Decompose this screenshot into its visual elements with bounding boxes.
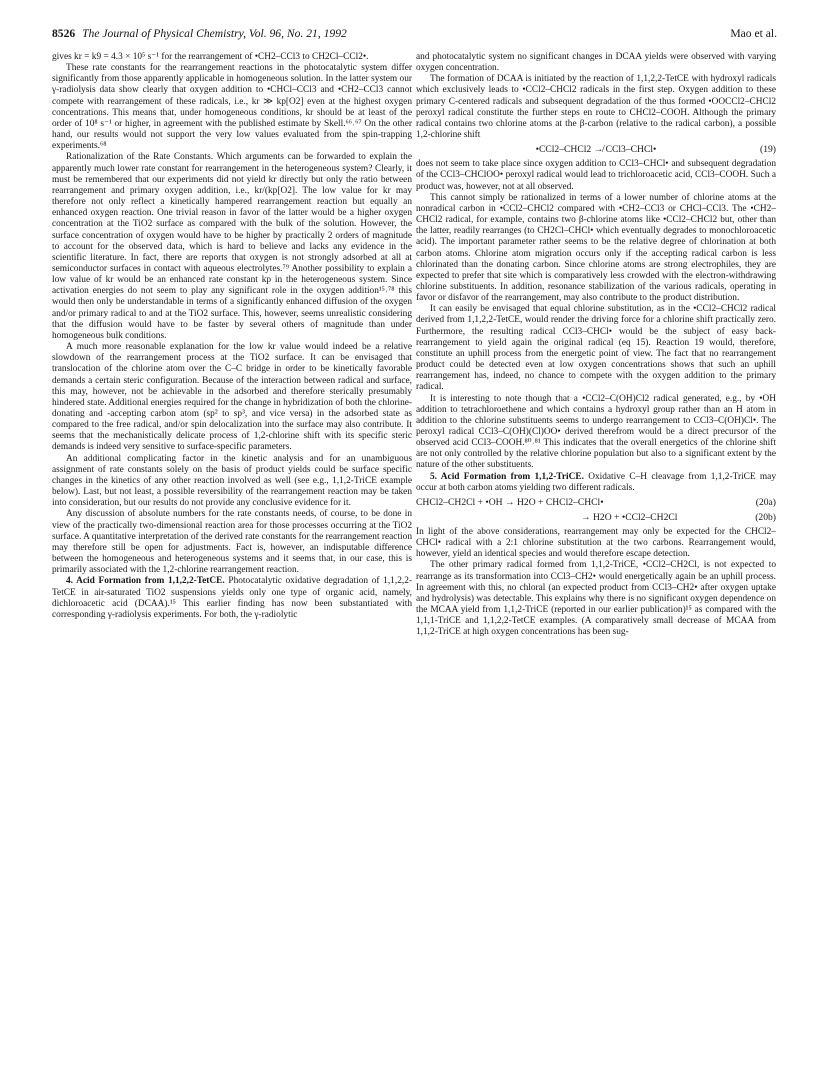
header-left <box>52 27 351 40</box>
paragraph: These rate constants for the rearrangement reactions in the photocatalytic system differ significantly from those apparently applicable in homogeneous solution. In the latter system our γ-radiolysis data show clearly that oxygen addition to •CHCl–CCl3 and •CH2–CCl3 cannot compete with rearrangement of these radicals, i.e., kr ≫ kp[O2] even at the highest oxygen concentrations. This means that, under homogeneous conditions, kr should be at least of the order of 10⁸ s⁻¹ or higher, in agreement with the published estimate by Skell.⁶⁶˒⁶⁷ On the other hand, our results would not support the very low values evaluated from the spin-trapping experiments.⁶⁸ <box>52 63 412 152</box>
section-heading: 4. Acid Formation from 1,1,2,2-TetCE. <box>66 576 225 587</box>
right-column <box>416 52 776 639</box>
paragraph: and photocatalytic system no significant changes in DCAA yields were observed with varying oxygen concentration. <box>416 52 776 74</box>
paragraph: The formation of DCAA is initiated by the reaction of 1,1,2,2-TetCE with hydroxyl radicals which exclusively leads to •CCl2–CHCl2 radicals in the first step. Oxygen addition to these primary C-centered radicals and subsequent degradation of the thus formed •OOCCl2–CHCl2 peroxyl radical constitute the further steps en route to CHCl2–COOH. Although the primary radical contains two chlorine atoms at the β-carbon (relative to the radical carbon), a possible 1,2-chlorine shift <box>416 74 776 141</box>
equation-number: (19) <box>760 144 776 156</box>
section-text: Photocatalytic oxidative degradation of 1,1,2,2-TetCE in air-saturated TiO2 suspensions yields only one type of organic acid, namely, dichloroacetic acid (DCAA).¹⁵ This earlier finding has now been substantiated with corresponding γ-radiolysis experiments. For both, the γ-radiolytic <box>52 576 412 620</box>
paragraph: An additional complicating factor in the kinetic analysis and for an unambiguous assignment of rate constants solely on the basis of product yields could be surface specific changes in the kinetics of any other reaction involved as well (see e.g., 1,1,2-TriCE example below). Last, but not least, a possible reversibility of the rearrangement reaction may be taken into consideration, but our results do not provide any conclusive evidence for it. <box>52 453 412 509</box>
section-paragraph <box>416 472 776 494</box>
left-column <box>52 52 412 621</box>
paragraph: Rationalization of the Rate Constants. Which arguments can be forwarded to explain the apparently much lower rate constant for rearrangement in the heterogeneous system? Clearly, it must be remembered that our experiments did not yield kr directly but only the ratio between rearrangement and primary oxygen addition, i.e., kr/(kp[O2]. The low value for kr may therefore not only reflect a kinetically hampered rearrangement reaction but equally an enhanced oxygen reaction. One trivial reason in favor of the latter would be a higher oxygen concentration at the TiO2 surface as compared with the bulk of the solution. However, the surface concentration of oxygen would have to be higher by practically 2 orders of magnitude to account for the observed data, which is hard to believe and lacks any evidence in the scientific literature. In fact, there are reports that oxygen is not strongly adsorbed at all at semiconductor surfaces in contact with aqueous electrolytes.⁷⁹ Another possibility to explain a low value of kr would be an enhanced rate constant kp in the heterogeneous system. Since activation energies do not seem to play any significant role in the oxygen addition¹⁵˒⁷⁸ this would then only be understandable in terms of a significantly enhanced diffusion of the oxygen and/or primary radical to and at the TiO2 surface. This, however, seems unrealistic considering that the diffusion would have to be faster by several others of magnitude than under homogeneous bulk conditions. <box>52 152 412 341</box>
equation-number: (20b) <box>755 511 776 523</box>
paragraph: A much more reasonable explanation for the low kr value would indeed be a relative slowdown of the rearrangement process at the TiO2 surface. It can be envisaged that translocation of the chlorine atom over the C–C bridge in order to be kinetically favorable demands a certain steric configuration. Because of the interaction between radical and surface, this may, however, not be achievable in the adsorbed and therefore sterically presumably hindered state. Additional energies required for the change in hybridization of both the chlorine-donating and -accepting carbon atom (sp² to sp³, and vice versa) in the adsorbed state as compared to the free radical, and/or spin delocalization into the surface may also contribute. It seems that the mechanistically delicate process of 1,2-chlorine shift with its specific steric demands is indeed very sensitive to surface-specific parameters. <box>52 342 412 453</box>
equation-body: → H2O + •CCl2–CH2Cl <box>581 511 678 523</box>
equation-19 <box>416 144 776 156</box>
equation-20b <box>416 512 776 524</box>
paragraph: Any discussion of absolute numbers for the rate constants needs, of course, to be done in view of the practically two-dimensional reaction area for those processes occurring at the TiO2 surface. A quantitative interpretation of the derived rate constants for the rearrangement reaction may therefore still be open for adjustments. Fact is, however, an indisputable difference between the homogeneous and heterogeneous systems and it seems that, in our case, this is primarily associated with the 1,2-chlorine rearrangement reaction. <box>52 509 412 576</box>
running-header <box>52 27 777 43</box>
equation-20a <box>416 497 776 509</box>
paragraph: gives kr = k9 = 4.3 × 10⁵ s⁻¹ for the rearrangement of •CH2–CCl3 to CH2Cl–CCl2•. <box>52 52 369 62</box>
section-text: Oxidative C–H cleavage from 1,1,2-TriCE may occur at both carbon atoms yielding two different radicals. <box>416 471 776 493</box>
paragraph: In light of the above considerations, rearrangement may only be expected for the CHCl2–CHCl• radical with a 2:1 chlorine substitution at the two carbons. Rearrangement would, however, yield an identical species and would therefore escape detection. <box>416 526 776 560</box>
paragraph: This cannot simply be rationalized in terms of a lower number of chlorine atoms at the nonradical carbon in •CCl2–CHCl2 compared with •CH2–CCl3 or CHCl–CCl3. The •CH2–CHCl2 radical, for example, contains two β-chlorine atoms like •CCl2–CHCl2 but, other than the latter, readily rearranges (to CH2Cl–CHCl• which eventually degrades to monochloroacetic acid). The important parameter rather seems to be the relative degree of chlorination at both carbon atoms. Chlorine atom migration occurs only if the accepting radical carbon is less chlorinated than the donating carbon. Since chlorine atoms are strong electrophiles, they are expected to prefer that site which is comparatively less crowded with the electron-withdrawing chlorine substituents. In addition, resonance stabilization of the various radicals, operating in favor or disfavor of the rearrangement, may also contribute to the product distribution. <box>416 192 776 304</box>
header-authors: Mao et al. <box>730 27 777 40</box>
equation-body: •CCl2–CHCl2 ↛ CCl3–CHCl• <box>535 144 657 156</box>
paragraph: It is interesting to note though that a •CCl2–C(OH)Cl2 radical generated, e.g., by •OH addition to tetrachloroethene and which contains a hydroxyl group rather than an H atom in addition to the chlorine substituents seems to undergo rearrangement to CCl3–C(OH)Cl•. The peroxyl radical CCl3–C(OH)(Cl)OO• derived therefrom would be a direct precursor of the observed acid CCl3–COOH.⁸⁰˒⁸¹ This indicates that the overall energetics of the chlorine shift are not only controlled by the relative chlorine population but also to a significant extent by the nature of the other substituents. <box>416 393 776 471</box>
paragraph: The other primary radical formed from 1,1,2-TriCE, •CCl2–CH2Cl, is not expected to rearrange as its transformation into CCl3–CH2• would energetically again be an uphill process. In agreement with this, no chloral (an expected product from CCl3–CH2• after oxygen uptake and hydrolysis) was detectable. This explains why there is no significant oxygen dependence on the MCAA yield from 1,1,2-TriCE (reported in our earlier publication)¹⁵ as compared with the 1,1,1-TriCE and 1,1,2,2-TetCE examples. (A comparatively small decrease of MCAA from 1,1,2-TriCE at high oxygen concentrations has been sug- <box>416 560 776 638</box>
equation-number: (20a) <box>755 496 776 508</box>
section-heading: 5. Acid Formation from 1,1,2-TriCE. <box>430 471 584 482</box>
journal-citation: The Journal of Physical Chemistry, Vol. 96, No. 21, 1992 <box>82 27 347 40</box>
page-number: 8526 <box>52 27 76 40</box>
paragraph: does not seem to take place since oxygen addition to CCl3–CHCl• and subsequent degradation of the CCl3–CHClOO• peroxyl radical would lead to trichloroacetic acid, CCl3–COOH. Such a product was, however, not at all observed. <box>416 159 776 192</box>
paragraph: It can easily be envisaged that equal chlorine substitution, as in the •CCl2–CHCl2 radical derived from 1,1,2,2-TetCE, would render the driving force for a chlorine shift practically zero. Furthermore, the resulting radical CCl3–CHCl• would be the subject of easy back-rearrangement to yield again the original radical (eq 15). Reaction 19 would, therefore, constitute an uphill process from the energetic point of view. The fact that no rearrangement product could be detected even at low oxygen concentrations shows that such an uphill rearrangement has, indeed, no chance to compete with the oxygen addition to the primary radical. <box>416 304 776 393</box>
equation-body: CHCl2–CH2Cl + •OH → H2O + CHCl2–CHCl• <box>416 496 604 508</box>
section-paragraph <box>52 576 412 621</box>
